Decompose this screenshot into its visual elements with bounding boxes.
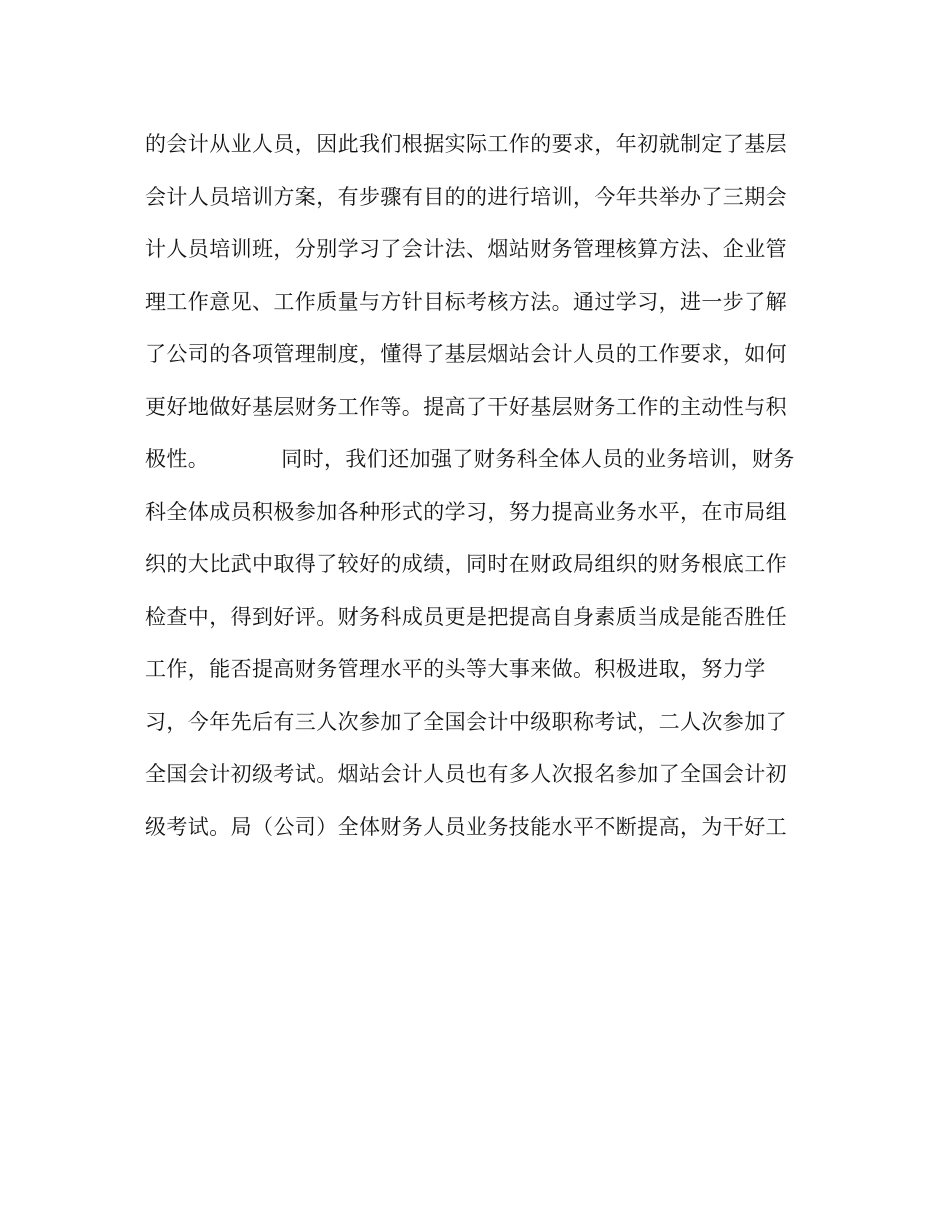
text-line: 习，今年先后有三人次参加了全国会计中级职称考试，二人次参加了 [145,709,787,734]
paragraph-break-line [145,433,805,486]
text-line: 计人员培训班，分别学习了会计法、烟站财务管理核算方法、企业管 [145,237,787,261]
text-line: 的会计从业人员，因此我们根据实际工作的要求，年初就制定了基层 [145,132,787,156]
text-line: 会计人员培训方案，有步骤有目的的进行培训，今年共举办了三期会 [145,184,787,209]
text-line: 科全体成员积极参加各种形式的学习，努力提高业务水平，在市局组 [145,499,787,524]
text-line: 级考试。局（公司）全体财务人员业务技能水平不断提高，为干好工 [145,814,787,839]
paragraph-end-text: 极性。 [145,447,210,471]
text-line: 织的大比武中取得了较好的成绩，同时在财政局组织的财务根底工作 [145,552,787,576]
document-body [145,118,805,853]
paragraph-start-text: 同时，我们还加强了财务科全体人员的业务培训，财务 [281,447,795,471]
text-line: 理工作意见、工作质量与方针目标考核方法。通过学习，进一步了解 [145,289,787,314]
text-line: 检查中，得到好评。财务科成员更是把提高自身素质当成是能否胜任 [145,604,787,629]
text-line: 全国会计初级考试。烟站会计人员也有多人次报名参加了全国会计初 [145,762,787,786]
text-line: 更好地做好基层财务工作等。提高了干好基层财务工作的主动性与积 [145,394,787,419]
text-line: 工作，能否提高财务管理水平的头等大事来做。积极进取，努力学 [145,657,766,681]
text-line: 了公司的各项管理制度，懂得了基层烟站会计人员的工作要求，如何 [145,342,787,366]
